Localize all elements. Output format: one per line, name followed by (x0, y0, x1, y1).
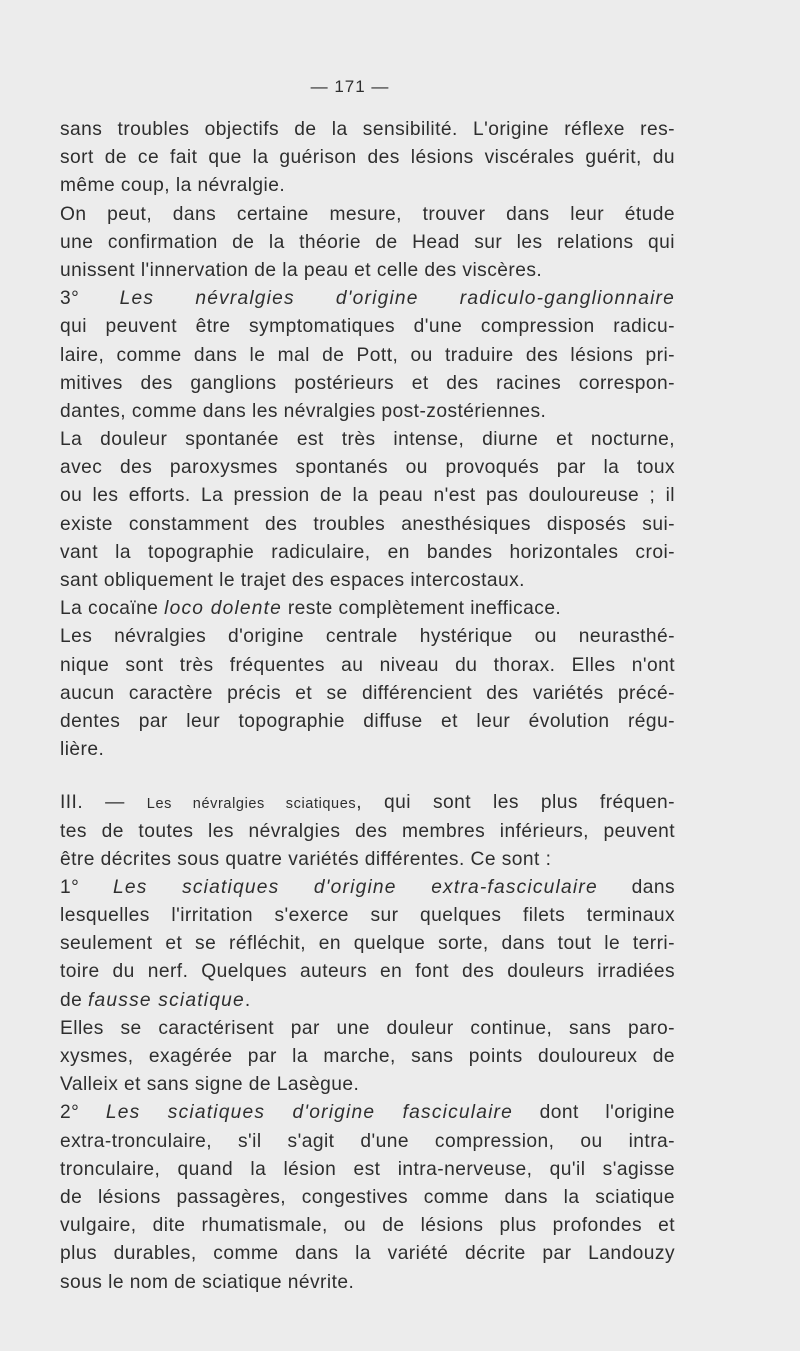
text-line: qui peuvent être symptomatiques d'une compression radicu- (60, 316, 675, 338)
text-line: sort de ce fait que la guérison des lésions viscérales guérit, du (60, 147, 675, 169)
text-line: III. — Les névralgies sciatiques, qui sont les plus fréquen- (60, 792, 675, 814)
text-line: extra-tronculaire, s'il s'agit d'une compression, ou intra- (60, 1130, 675, 1152)
enumeration-number: 3° (60, 288, 120, 310)
text-line: 2° Les sciatiques d'origine fasciculaire dont l'origine (60, 1102, 676, 1124)
text-line: avec des paroxysmes spontanés ou provoqués par la toux (60, 457, 675, 479)
text-line: nique sont très fréquentes au niveau du thorax. Elles n'ont (60, 654, 675, 676)
text-line: toire du nerf. Quelques auteurs en font des douleurs irradiées (60, 961, 675, 983)
text-line: une confirmation de la théorie de Head sur les relations qui (60, 231, 675, 253)
text-line: sant obliquement le trajet des espaces intercostaux. (60, 570, 525, 591)
text-line: être décrites sous quatre variétés différentes. Ce sont : (60, 848, 552, 870)
text-line: plus durables, comme dans la variété décrite par Landouzy (60, 1243, 675, 1265)
text-line: seulement et se réfléchit, en quelque sorte, dans tout le terri- (60, 933, 675, 955)
text-line: mitives des ganglions postérieurs et des racines correspon- (60, 372, 675, 394)
section-heading-italic: Les sciatiques d'origine fasciculaire (105, 1102, 514, 1124)
text-line: dantes, comme dans les névralgies post-zostériennes. (60, 400, 547, 422)
text-line: vant la topographie radiculaire, en bandes horizontales croi- (60, 541, 675, 563)
text-line: dentes par leur topographie diffuse et leur évolution régu- (60, 710, 675, 732)
text-line (60, 285, 675, 313)
enumeration-number: 1° (60, 876, 114, 898)
text-line: ou les efforts. La pression de la peau n'est pas douloureuse ; il (60, 485, 675, 507)
text-line: unissent l'innervation de la peau et celle des viscères. (60, 259, 543, 281)
text-line: 1° Les sciatiques d'origine extra-fasciculaire dans (60, 876, 675, 898)
text-line: tronculaire, quand la lésion est intra-nerveuse, qu'il s'agisse (60, 1158, 675, 1180)
text-line: On peut, dans certaine mesure, trouver dans leur étude (60, 203, 675, 225)
text-line: Elles se caractérisent par une douleur continue, sans paro- (60, 1017, 675, 1039)
term-italic: fausse sciatique (88, 989, 245, 1011)
text-line: sous le nom de sciatique névrite. (60, 1271, 355, 1293)
text-line: La cocaïne loco dolente reste complètement inefficace. (60, 598, 562, 620)
page-number: — 171 — (310, 77, 390, 96)
text-line: La douleur spontanée est très intense, diurne et nocturne, (60, 429, 675, 451)
paragraph-gap (60, 764, 675, 789)
text-line: sans troubles objectifs de la sensibilité. L'origine réflexe res- (60, 119, 675, 140)
section-heading-italic: Les sciatiques d'origine extra-fasciculaire (113, 876, 598, 898)
section-number: III. — (60, 792, 147, 814)
text-line: Valleix et sans signe de Lasègue. (60, 1074, 360, 1096)
text-line: même coup, la névralgie. (60, 175, 286, 197)
text-line: tes de toutes les névralgies des membres inférieurs, peuvent (60, 820, 675, 842)
text-line: lière. (60, 739, 105, 761)
section-heading-small-caps: Les névralgies sciatiques (146, 796, 357, 813)
latin-phrase-italic: loco dolente (164, 598, 283, 620)
text-line: existe constamment des troubles anesthésiques disposés sui- (60, 513, 675, 535)
text-line: Les névralgies d'origine centrale hystérique ou neurasthé- (60, 626, 675, 648)
text-line: de fausse sciatique. (60, 989, 251, 1011)
body-text (60, 116, 675, 1297)
text-line: de lésions passagères, congestives comme dans la sciatique (60, 1186, 675, 1208)
text-line: lesquelles l'irritation s'exerce sur quelques filets terminaux (60, 905, 675, 927)
text-line: aucun caractère précis et se différencient des variétés précé- (60, 682, 675, 704)
section-heading-italic: Les névralgies d'origine radiculo-ganglionnaire (119, 288, 675, 310)
text-line: laire, comme dans le mal de Pott, ou traduire des lésions pri- (60, 344, 675, 366)
text-line: vulgaire, dite rhumatismale, ou de lésions plus profondes et (60, 1215, 675, 1237)
enumeration-number: 2° (60, 1102, 106, 1124)
text-line: xysmes, exagérée par la marche, sans points douloureux de (60, 1046, 675, 1067)
